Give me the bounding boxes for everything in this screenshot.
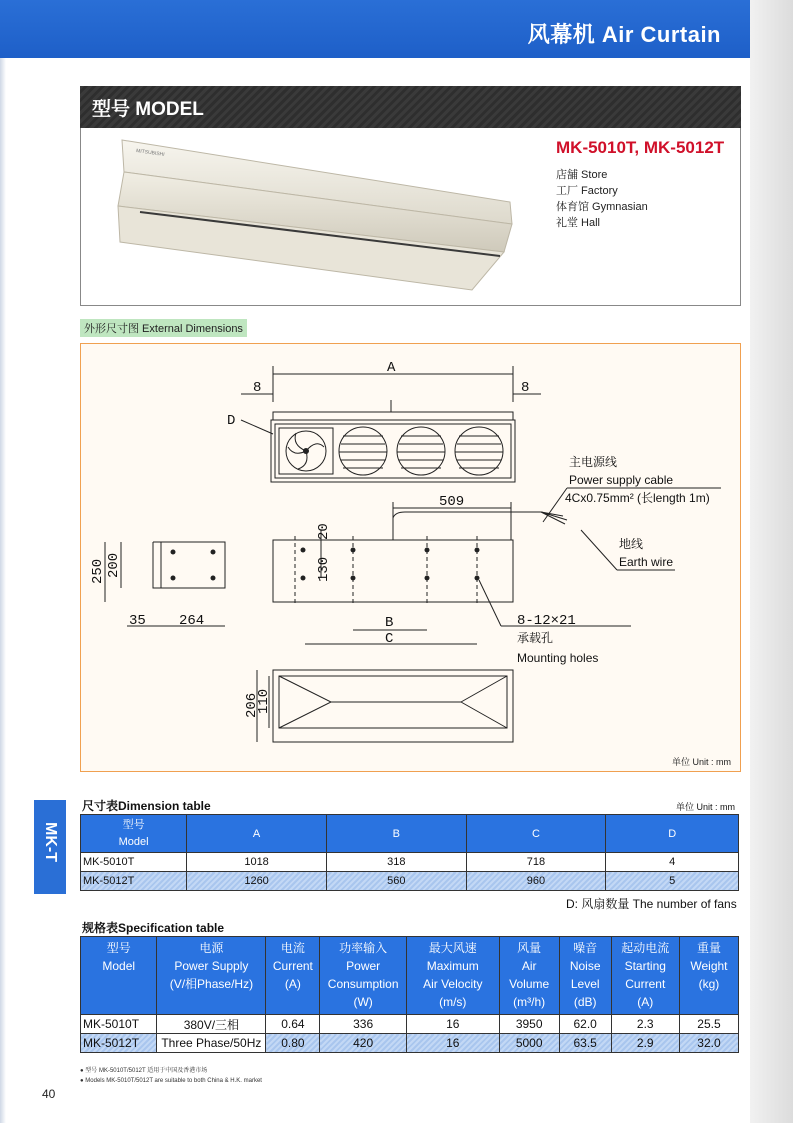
label-264: 264 <box>179 613 205 629</box>
label-a-top: A <box>387 360 396 376</box>
spec-cell-start: 2.3 <box>611 1015 679 1034</box>
label-110: 110 <box>256 688 272 714</box>
header-line: 起动电流 <box>621 941 670 955</box>
header-line: (A) <box>284 977 301 991</box>
spec-header-velocity <box>406 937 499 1015</box>
header-line: 功率输入 <box>339 941 388 955</box>
label-8-right: 8 <box>521 380 530 396</box>
dim-cell-a: 1260 <box>187 872 327 891</box>
earth-wire-cn: 地线 <box>619 537 644 551</box>
spec-cell-power-supply: Three Phase/50Hz <box>157 1034 266 1053</box>
header-line: 最大风速 <box>428 941 477 955</box>
page-right-edge <box>750 0 793 1123</box>
spec-cell-velocity: 16 <box>406 1034 499 1053</box>
dimension-table-title: 尺寸表Dimension table <box>82 799 211 813</box>
label-200: 200 <box>106 552 122 578</box>
spec-table <box>80 936 739 1053</box>
spec-cell-volume: 3950 <box>499 1015 559 1034</box>
header-line: Volume <box>509 977 550 991</box>
usage-item: 礼堂 Hall <box>556 217 601 229</box>
footnote: ● 型号 MK-5010T/5012T 适用于中国及香港市场 <box>80 1068 208 1074</box>
earth-wire-en: Earth wire <box>619 555 674 569</box>
label-d: D <box>227 413 236 429</box>
dim-header-model-en: Model <box>118 835 149 848</box>
dim-cell-b: 560 <box>326 872 466 891</box>
label-130: 130 <box>316 556 332 582</box>
dim-cell-a: 1018 <box>187 853 327 872</box>
footnote: ● Models MK-5010T/5012T are suitable to both China & H.K. market <box>80 1078 262 1084</box>
header-line: Consumption <box>327 977 399 991</box>
spec-cell-current: 0.80 <box>266 1034 320 1053</box>
spec-cell-model: MK-5012T <box>81 1034 157 1053</box>
dim-cell-model: MK-5012T <box>81 872 187 891</box>
header-line: Level <box>570 977 600 991</box>
header-line: Air Velocity <box>423 977 483 991</box>
dim-header-c: C <box>466 815 606 853</box>
header-line: (m/s) <box>439 995 467 1009</box>
spec-header-starting <box>611 937 679 1015</box>
header-line: (kg) <box>698 977 720 991</box>
mounting-holes-spec: 8-12×21 <box>517 613 576 629</box>
header-line: Air <box>521 959 537 973</box>
dim-cell-model: MK-5010T <box>81 853 187 872</box>
table-row <box>81 1015 739 1034</box>
spec-cell-velocity: 16 <box>406 1015 499 1034</box>
power-cable-en: Power supply cable <box>569 473 674 487</box>
page-left-edge <box>0 0 6 1123</box>
spec-header-model <box>81 937 157 1015</box>
dim-cell-b: 318 <box>326 853 466 872</box>
header-line: (dB) <box>573 995 597 1009</box>
spec-cell-volume: 5000 <box>499 1034 559 1053</box>
header-line: Power Supply <box>174 959 249 973</box>
dim-cell-c: 718 <box>466 853 606 872</box>
power-cable-cn: 主电源线 <box>569 455 618 469</box>
header-line: (A) <box>637 995 654 1009</box>
air-curtain-product-image <box>100 132 520 292</box>
spec-cell-current: 0.64 <box>266 1015 320 1034</box>
header-line: (W) <box>353 995 373 1009</box>
header-line: Noise <box>569 959 601 973</box>
label-206: 206 <box>244 692 260 718</box>
spec-header-power <box>320 937 407 1015</box>
table-row <box>81 1034 739 1053</box>
spec-cell-weight: 25.5 <box>679 1015 738 1034</box>
product-brand-text: MITSUBISHI <box>135 148 165 158</box>
spec-cell-noise: 63.5 <box>559 1034 611 1053</box>
footnote-text: Models MK-5010T/5012T are suitable to both China & H.K. market <box>85 1078 262 1084</box>
mounting-holes-cn: 承载孔 <box>517 631 554 645</box>
header-line: 重量 <box>696 941 721 955</box>
header-line: Current <box>272 959 313 973</box>
header-line: Maximum <box>426 959 479 973</box>
dim-header-model-cn: 型号 <box>122 818 145 831</box>
dim-cell-d: 5 <box>606 872 739 891</box>
spec-cell-start: 2.9 <box>611 1034 679 1053</box>
spec-cell-weight: 32.0 <box>679 1034 738 1053</box>
table-row <box>81 872 739 891</box>
model-section-title: 型号 MODEL <box>92 99 204 120</box>
side-tab <box>34 800 66 894</box>
side-tab-label: MK-T <box>42 822 59 862</box>
header-line: Weight <box>690 959 728 973</box>
page-number: 40 <box>42 1087 56 1101</box>
label-250: 250 <box>90 558 106 584</box>
label-c: C <box>385 631 394 647</box>
header-line: 型号 <box>106 941 131 955</box>
external-dimensions-label: 外形尺寸图 External Dimensions <box>80 319 247 337</box>
spec-header-weight <box>679 937 738 1015</box>
footnote-text: 型号 MK-5010T/5012T 适用于中国及香港市场 <box>85 1068 208 1074</box>
model-names: MK-5010T, MK-5012T <box>556 138 725 157</box>
header-line: Starting <box>624 959 666 973</box>
table-row <box>81 853 739 872</box>
header-line: Power <box>346 959 381 973</box>
spec-cell-power: 336 <box>320 1015 407 1034</box>
header-line: (m³/h) <box>513 995 546 1009</box>
label-35: 35 <box>129 613 146 629</box>
usage-list <box>556 167 648 231</box>
dimension-table-unit: 单位 Unit : mm <box>676 802 736 812</box>
label-20: 20 <box>316 523 332 540</box>
mounting-holes-en: Mounting holes <box>517 651 599 665</box>
header-line: 风量 <box>517 941 542 955</box>
spec-header-volume <box>499 937 559 1015</box>
usage-item: 工厂 Factory <box>556 185 618 197</box>
header-line: Model <box>102 959 136 973</box>
drawing-unit-note: 单位 Unit : mm <box>672 757 732 767</box>
dim-header-model <box>81 815 187 853</box>
header-line: (V/相Phase/Hz) <box>169 977 254 991</box>
spec-cell-model: MK-5010T <box>81 1015 157 1034</box>
spec-cell-noise: 62.0 <box>559 1015 611 1034</box>
spec-header-power-supply <box>157 937 266 1015</box>
spec-table-title: 规格表Specification table <box>82 921 225 935</box>
power-cable-spec: 4Cx0.75mm² (长length 1m) <box>565 491 710 505</box>
dimension-drawing <box>81 344 738 754</box>
spec-cell-power: 420 <box>320 1034 407 1053</box>
dim-cell-c: 960 <box>466 872 606 891</box>
label-8-left: 8 <box>253 380 262 396</box>
dimension-table <box>80 814 739 891</box>
usage-item: 体育馆 Gymnasian <box>556 201 648 213</box>
header-line: Current <box>625 977 666 991</box>
page-title: 风幕机 Air Curtain <box>527 22 721 47</box>
dim-header-b: B <box>326 815 466 853</box>
spec-header-current <box>266 937 320 1015</box>
header-line: 电源 <box>199 941 224 955</box>
header-line: 噪音 <box>573 941 598 955</box>
header-line: 电流 <box>280 941 305 955</box>
fans-note: D: 风扇数量 The number of fans <box>566 897 737 911</box>
dim-header-a: A <box>187 815 327 853</box>
dim-cell-d: 4 <box>606 853 739 872</box>
footnotes <box>80 1066 262 1086</box>
label-509: 509 <box>439 494 465 510</box>
label-b: B <box>385 615 394 631</box>
usage-item: 店舗 Store <box>556 169 608 181</box>
spec-header-noise <box>559 937 611 1015</box>
dim-header-d: D <box>606 815 739 853</box>
spec-cell-power-supply: 380V/三相 <box>157 1015 266 1034</box>
